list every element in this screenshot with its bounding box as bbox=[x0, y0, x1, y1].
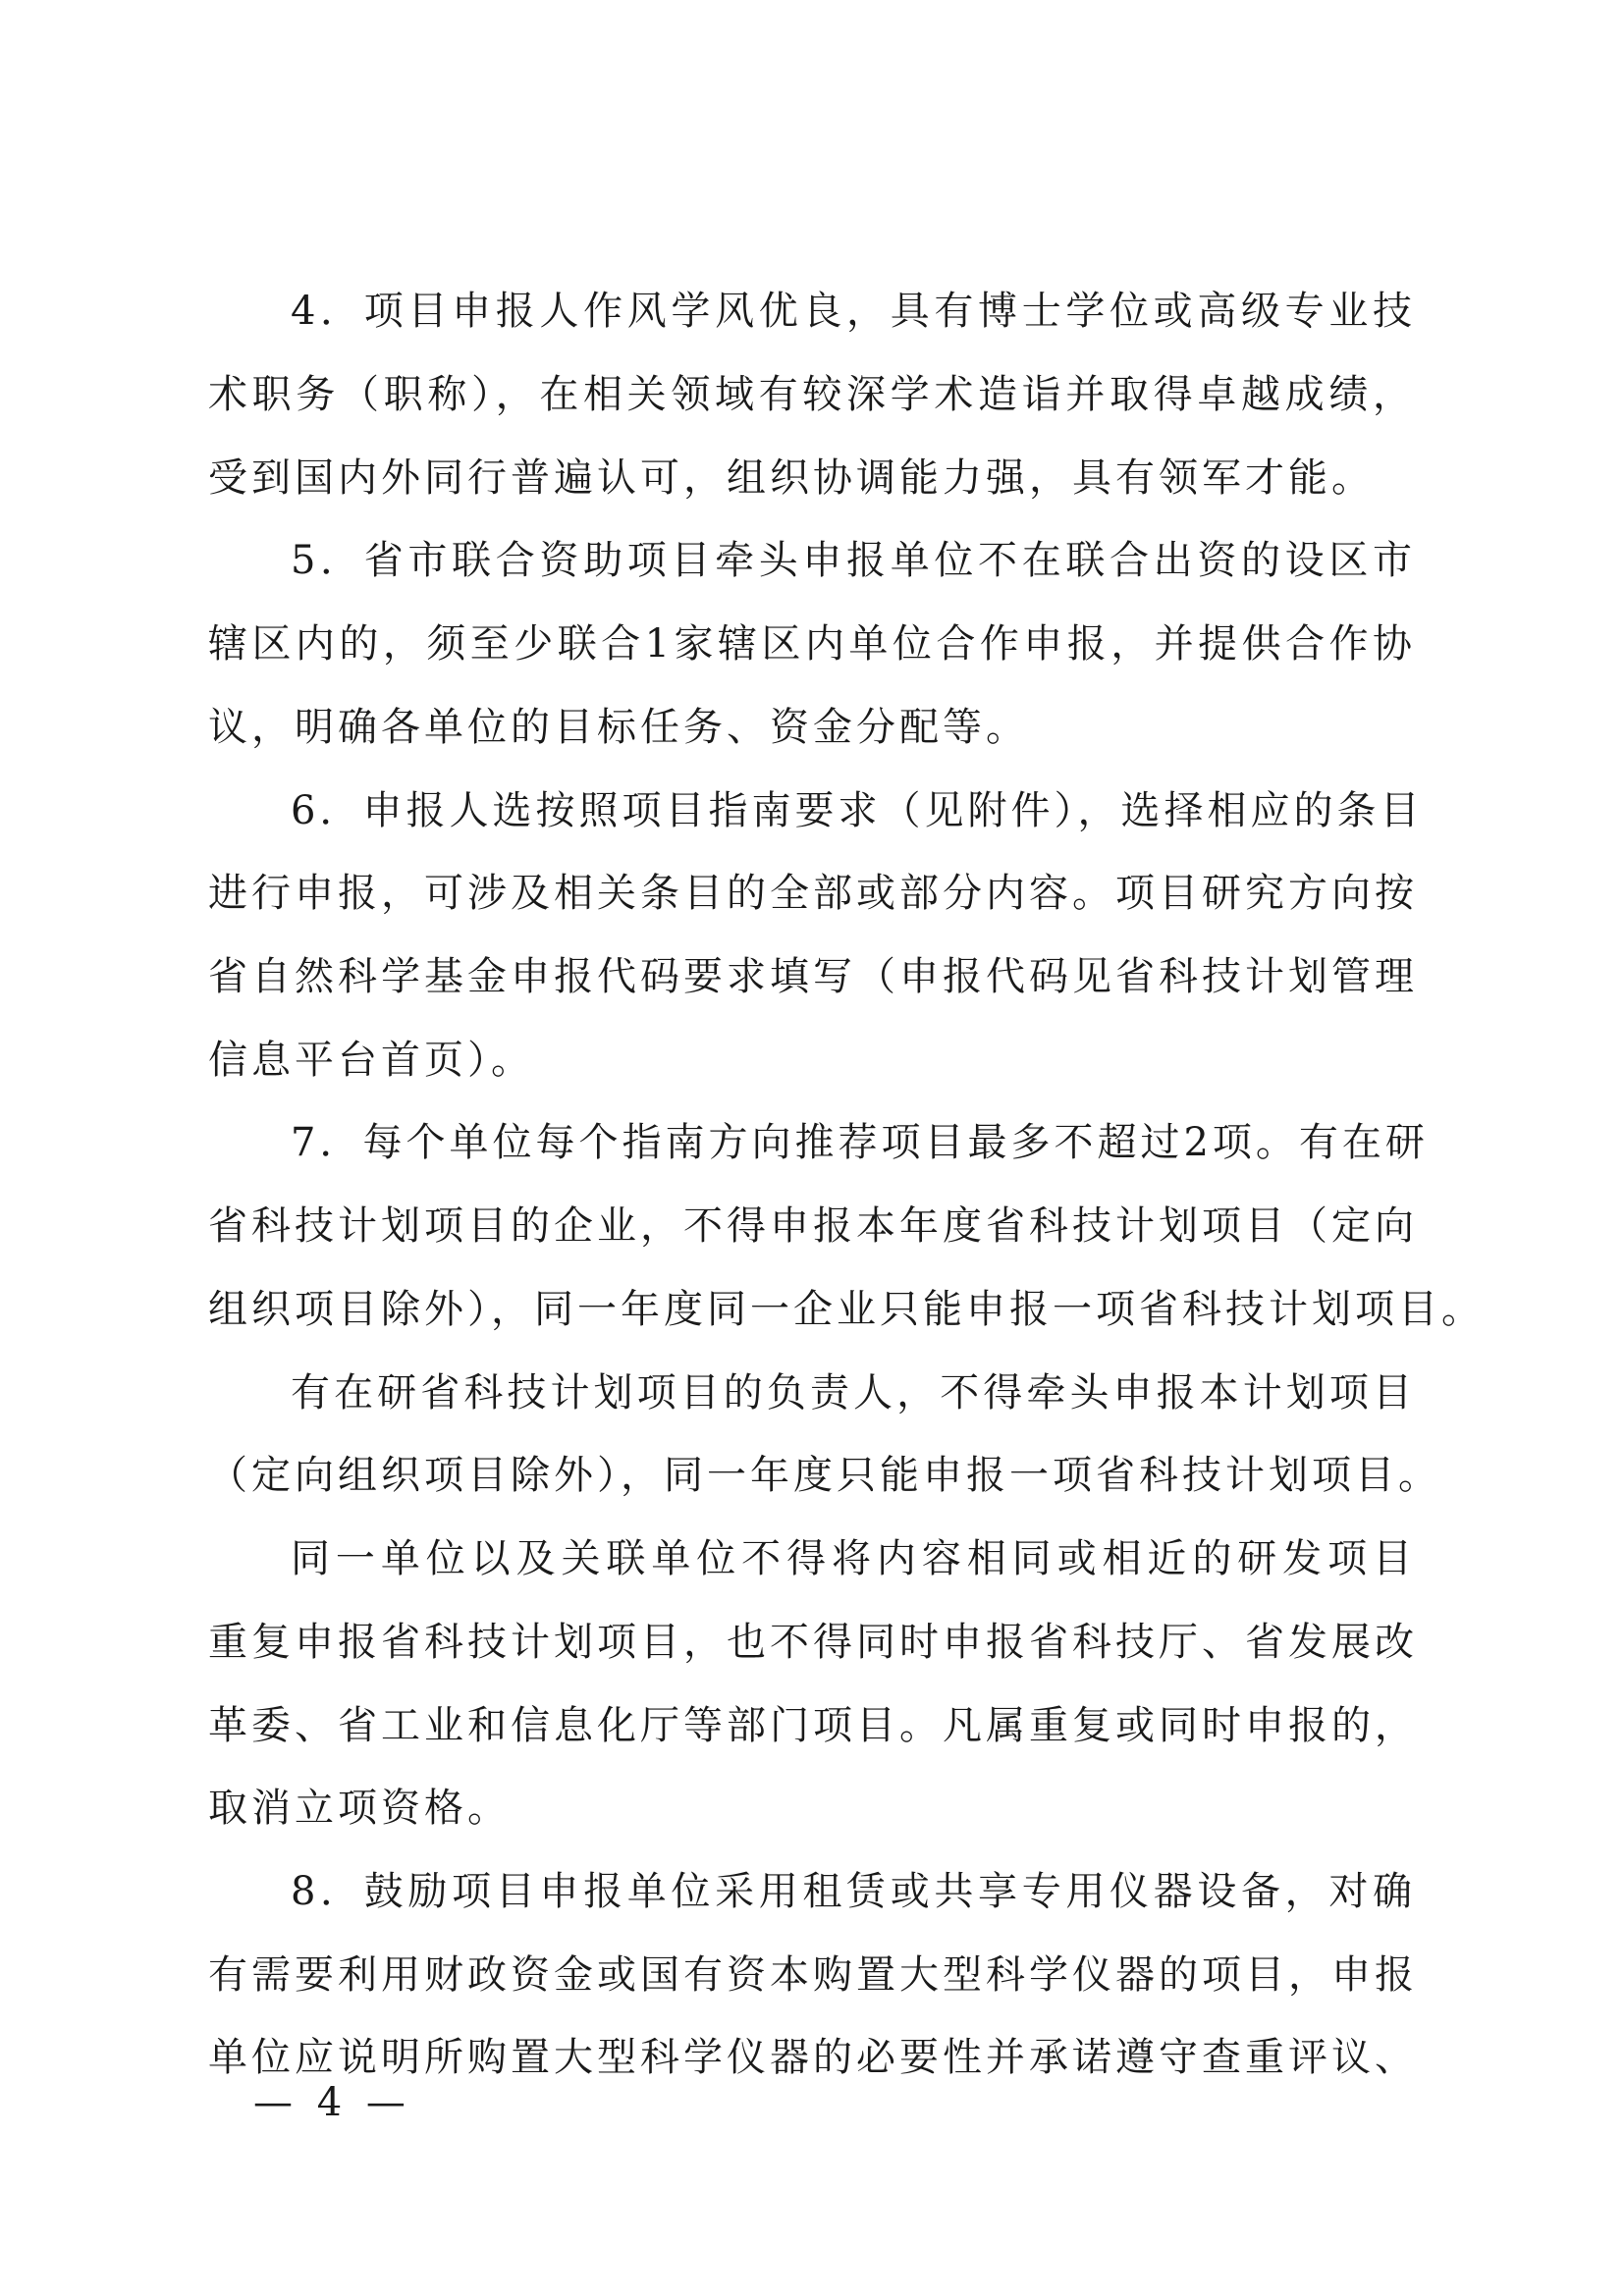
text-line: 重复申报省科技计划项目，也不得同时申报省科技厅、省发展改 bbox=[208, 1620, 1418, 1665]
text-line: 辖区内的，须至少联合1家辖区内单位合作申报，并提供合作协 bbox=[208, 621, 1416, 667]
text-line: 7．每个单位每个指南方向推荐项目最多不超过2项。有在研 bbox=[291, 1120, 1429, 1165]
text-line: 5．省市联合资助项目牵头申报单位不在联合出资的设区市 bbox=[291, 538, 1416, 583]
text-line: 有需要利用财政资金或国有资本购置大型科学仪器的项目，申报 bbox=[208, 1952, 1418, 1998]
page-number: — 4 — bbox=[253, 2080, 411, 2125]
text-line: 受到国内外同行普遍认可，组织协调能力强，具有领军才能。 bbox=[208, 455, 1375, 501]
text-line: 省自然科学基金申报代码要求填写（申报代码见省科技计划管理 bbox=[208, 954, 1418, 999]
text-line: 8．鼓励项目申报单位采用租赁或共享专用仪器设备，对确 bbox=[291, 1869, 1416, 1914]
text-line: 6．申报人选按照项目指南要求（见附件），选择相应的条目 bbox=[291, 788, 1424, 833]
text-line: 革委、省工业和信息化厅等部门项目。凡属重复或同时申报的， bbox=[208, 1703, 1418, 1748]
text-line: 信息平台首页）。 bbox=[208, 1038, 534, 1083]
text-line: 取消立项资格。 bbox=[208, 1786, 511, 1831]
text-line: 进行申报，可涉及相关条目的全部或部分内容。项目研究方向按 bbox=[208, 871, 1418, 916]
text-line: （定向组织项目除外），同一年度只能申报一项省科技计划项目。 bbox=[208, 1453, 1441, 1498]
text-line: 4．项目申报人作风学风优良，具有博士学位或高级专业技 bbox=[291, 289, 1416, 334]
text-line: 组织项目除外），同一年度同一企业只能申报一项省科技计划项目。 bbox=[208, 1287, 1485, 1332]
text-line: 议，明确各单位的目标任务、资金分配等。 bbox=[208, 705, 1029, 750]
text-line: 有在研省科技计划项目的负责人，不得牵头申报本计划项目 bbox=[291, 1370, 1416, 1415]
text-line: 同一单位以及关联单位不得将内容相同或相近的研发项目 bbox=[291, 1536, 1416, 1581]
text-line: 单位应说明所购置大型科学仪器的必要性并承诺遵守查重评议、 bbox=[208, 2035, 1418, 2080]
text-line: 术职务（职称），在相关领域有较深学术造诣并取得卓越成绩， bbox=[208, 372, 1416, 417]
text-line: 省科技计划项目的企业，不得申报本年度省科技计划项目（定向 bbox=[208, 1203, 1418, 1249]
